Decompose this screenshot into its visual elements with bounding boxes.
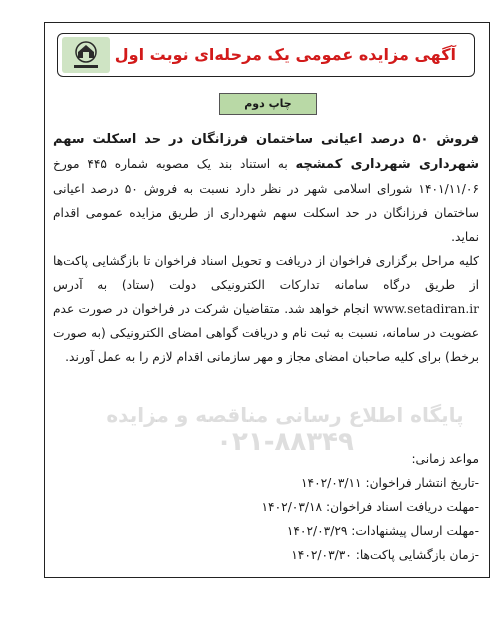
schedule-item: -تاریخ انتشار فراخوان: ۱۴۰۲/۰۳/۱۱ <box>301 476 479 490</box>
body-paragraph-2a: کلیه مراحل برگزاری فراخوان از دریافت و تحویل اسناد فراخوان تا بازگشایی پاکت‌ها از طریق درگاه سامانه تدارکات الکترونیکی دولت (ستاد) به آدرس <box>53 254 479 292</box>
emblem-icon <box>66 39 106 71</box>
watermark-text: پایگاه اطلاع رسانی مناقصه و مزایده <box>106 403 464 427</box>
announcement-title: آگهی مزایده عمومی یک مرحله‌ای نوبت اول <box>114 45 456 64</box>
setad-url[interactable]: www.setadiran.ir <box>373 302 479 316</box>
announcement-header <box>57 33 475 77</box>
edition-badge: چاپ دوم <box>219 93 317 115</box>
watermark-phone: ۰۲۱-۸۸۳۴۹ <box>216 427 354 457</box>
announcement-body <box>53 127 479 369</box>
schedule-item: -مهلت ارسال پیشنهادات: ۱۴۰۲/۰۳/۲۹ <box>286 524 479 538</box>
municipality-logo <box>62 37 110 73</box>
body-paragraph-1 <box>53 127 479 249</box>
schedule-item: -مهلت دریافت اسناد فراخوان: ۱۴۰۲/۰۳/۱۸ <box>261 500 479 514</box>
body-paragraph-2b: انجام خواهد شد. متقاضیان شرکت در فراخوان در صورت عدم عضویت در سامانه، نسبت به ثبت نام و دریافت گواهی امضای الکترونیکی (به صورت برخط) برای کلیه صاحبان امضای مجاز و مهر سازمانی اقدام لازم را به عمل آورند. <box>53 302 479 364</box>
body-lead: فروش ۵۰ درصد اعیانی ساختمان فرزانگان در حد اسکلت سهم شهرداری شهرداری کمشچه <box>53 132 479 172</box>
schedule-section <box>79 447 479 567</box>
schedule-item: -زمان بازگشایی پاکت‌ها: ۱۴۰۲/۰۳/۳۰ <box>291 548 479 562</box>
announcement-frame <box>44 22 490 578</box>
body-paragraph-2 <box>53 249 479 369</box>
schedule-heading: مواعد زمانی: <box>411 452 479 466</box>
body-paragraph-1-text: به استناد بند یک مصوبه شماره ۴۴۵ مورخ ۱۴۰۱/۱۱/۰۶ شورای اسلامی شهر در نظر دارد نسبت به فروش ۵۰ درصد اعیانی ساختمان فرزانگان در حد اسکلت سهم شهرداری از طریق مزایده عمومی اقدام نماید. <box>53 157 480 244</box>
